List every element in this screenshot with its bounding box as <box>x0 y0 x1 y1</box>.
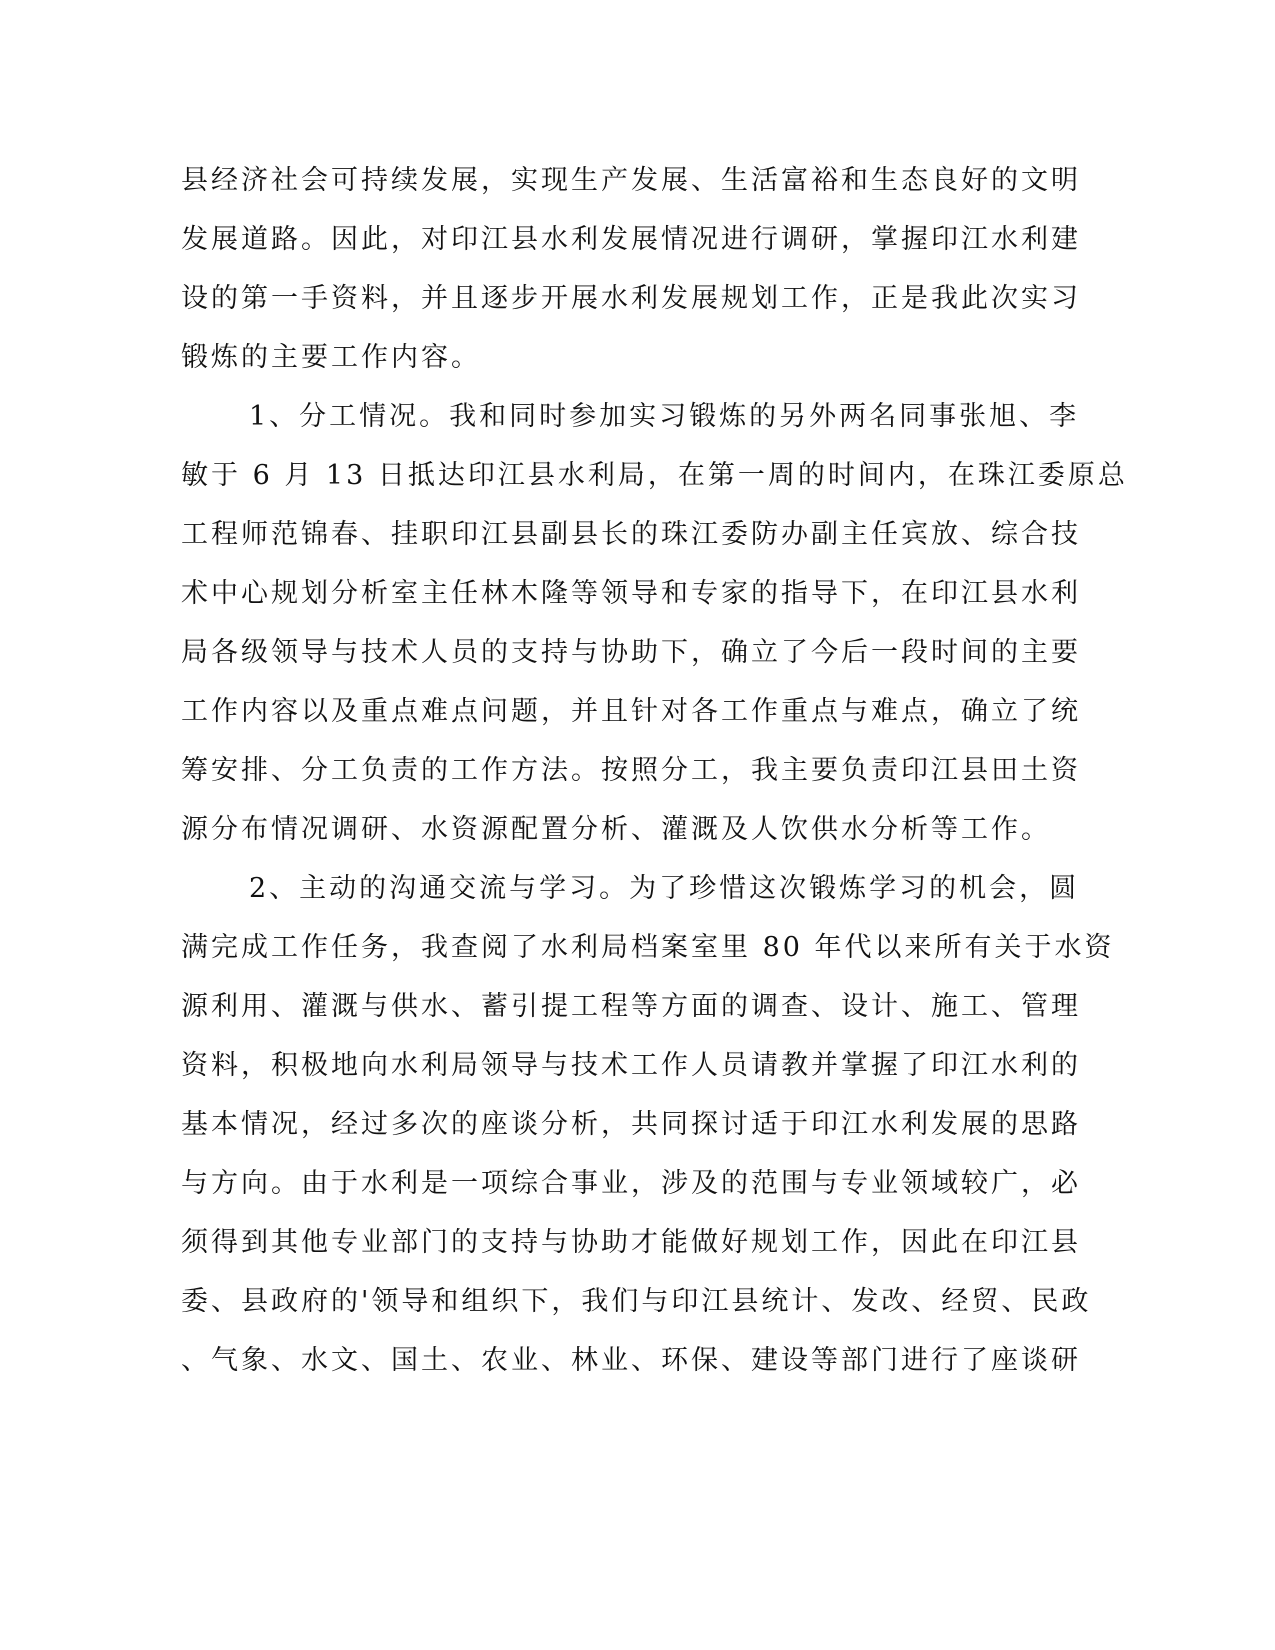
text-line: 筹安排、分工负责的工作方法。按照分工，我主要负责印江县田土资 <box>181 755 1081 786</box>
text-line: 须得到其他专业部门的支持与协助才能做好规划工作，因此在印江县 <box>181 1227 1081 1258</box>
text-line: 源分布情况调研、水资源配置分析、灌溉及人饮供水分析等工作。 <box>181 814 1051 845</box>
text-line: 锻炼的主要工作内容。 <box>181 342 481 373</box>
text-line: 与方向。由于水利是一项综合事业，涉及的范围与专业领域较广，必 <box>181 1168 1081 1199</box>
text-line: 工程师范锦春、挂职印江县副县长的珠江委防办副主任宾放、综合技 <box>181 519 1081 550</box>
text-line: 发展道路。因此，对印江县水利发展情况进行调研，掌握印江水利建 <box>181 224 1081 255</box>
text-line: 资料，积极地向水利局领导与技术工作人员请教并掌握了印江水利的 <box>181 1050 1081 1081</box>
text-line: 敏于 6 月 13 日抵达印江县水利局，在第一周的时间内，在珠江委原总 <box>181 460 1128 491</box>
paragraph-start-line: 2、主动的沟通交流与学习。为了珍惜这次锻炼学习的机会，圆 <box>249 873 1080 904</box>
text-line: 委、县政府的'领导和组织下，我们与印江县统计、发改、经贸、民政 <box>181 1286 1092 1317</box>
text-line: 局各级领导与技术人员的支持与协助下，确立了今后一段时间的主要 <box>181 637 1081 668</box>
text-line: 满完成工作任务，我查阅了水利局档案室里 80 年代以来所有关于水资 <box>181 932 1115 963</box>
paragraph-start-line: 1、分工情况。我和同时参加实习锻炼的另外两名同事张旭、李 <box>249 401 1080 432</box>
text-line: 源利用、灌溉与供水、蓄引提工程等方面的调查、设计、施工、管理 <box>181 991 1081 1022</box>
text-line: 、气象、水文、国土、农业、林业、环保、建设等部门进行了座谈研 <box>181 1345 1081 1376</box>
text-line: 设的第一手资料，并且逐步开展水利发展规划工作，正是我此次实习 <box>181 283 1081 314</box>
text-line: 术中心规划分析室主任林木隆等领导和专家的指导下，在印江县水利 <box>181 578 1081 609</box>
text-line: 基本情况，经过多次的座谈分析，共同探讨适于印江水利发展的思路 <box>181 1109 1081 1140</box>
text-line: 县经济社会可持续发展，实现生产发展、生活富裕和生态良好的文明 <box>181 165 1081 196</box>
text-line: 工作内容以及重点难点问题，并且针对各工作重点与难点，确立了统 <box>181 696 1081 727</box>
